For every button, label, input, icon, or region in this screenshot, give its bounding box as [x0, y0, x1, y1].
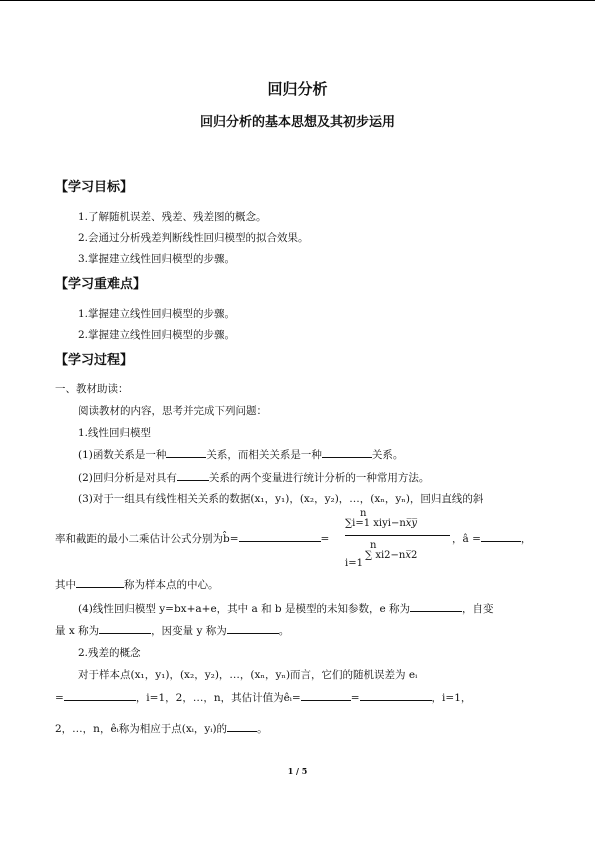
r2-blank-3[interactable] — [360, 689, 432, 701]
r2-text-b: ，i=1，2，…，n，其估计值为 — [135, 692, 284, 704]
r3-text-a: 2，…，n， — [55, 723, 111, 735]
q4-blank-1[interactable] — [410, 600, 462, 612]
page-title: 回归分析 — [267, 80, 328, 98]
q1-text-b: 关系，而相关关系是一种 — [206, 449, 322, 461]
r3-text-b: 称为相应于点(xᵢ，yᵢ)的 — [118, 723, 228, 735]
r2-text-a: = — [55, 692, 64, 704]
page-subtitle: 回归分析的基本思想及其初步运用 — [199, 115, 395, 130]
r2-text-c: = — [291, 692, 301, 704]
goal-item: 3.掌握建立线性回归模型的步骤。 — [78, 253, 236, 265]
intercept-formula — [452, 530, 531, 546]
q4-text-c: 量 x 称为 — [55, 625, 100, 637]
r2-blank-2[interactable] — [301, 689, 351, 701]
center-text-b: 称为样本点的中心。 — [124, 579, 219, 591]
residual-line-3 — [55, 720, 268, 736]
formula-denominator-sub: i=1 — [345, 558, 363, 569]
question-4-line-2 — [55, 622, 289, 638]
goals-heading: 【学习目标】 — [55, 180, 134, 195]
q3-end: ， — [520, 533, 532, 545]
formula-numerator-top: n — [360, 508, 367, 519]
process-heading: 【学习过程】 — [55, 353, 134, 368]
q3-blank-slope[interactable] — [239, 530, 321, 542]
q3-comma: ， — [452, 533, 463, 545]
q2-text-b: 关系的两个变量进行统计分析的一种常用方法。 — [208, 472, 430, 484]
question-1 — [78, 446, 403, 462]
question-4-line-1 — [78, 600, 494, 616]
intro-text: 阅读教材的内容，思考并完成下列问题： — [78, 405, 267, 417]
q4-text-e: 。 — [278, 625, 290, 637]
key-point-item: 1.掌握建立线性回归模型的步骤。 — [78, 308, 236, 320]
r2-blank-1[interactable] — [64, 689, 136, 701]
page-number: 1 / 5 — [287, 766, 308, 776]
q2-blank[interactable] — [177, 469, 209, 481]
goal-item: 1.了解随机误差、残差、残差图的概念。 — [78, 211, 267, 223]
q4-text-a: (4)线性回归模型 y=bx+a+e，其中 a 和 b 是模型的未知参数，e 称为 — [78, 603, 411, 615]
q1-blank-1[interactable] — [166, 446, 206, 458]
formula-denominator: ∑ xi2−n𝑥̅2 — [365, 550, 418, 561]
r3-e-hat: êᵢ — [110, 723, 119, 735]
q1-blank-2[interactable] — [322, 446, 372, 458]
part-one-label: 一、教材助读： — [55, 383, 129, 395]
q2-text-a: (2)回归分析是对具有 — [78, 472, 177, 484]
q3-blank-intercept[interactable] — [481, 530, 521, 542]
r3-blank[interactable] — [227, 720, 257, 732]
q3-b-hat: b̂= — [223, 533, 239, 545]
key-point-item: 2.掌握建立线性回归模型的步骤。 — [78, 329, 236, 341]
r3-text-c: 。 — [257, 723, 268, 735]
fraction-bar — [345, 535, 450, 536]
r2-text-d: = — [350, 692, 360, 704]
formula-numerator: ∑i=1 xiyi−n𝑥̅𝑦̅ — [345, 518, 418, 529]
section-residual: 2.残差的概念 — [78, 647, 141, 659]
q1-text-a: (1)函数关系是一种 — [78, 449, 167, 461]
q3-text-a: 率和截距的最小二乘估计公式分别为 — [55, 533, 223, 545]
section-linear-model: 1.线性回归模型 — [78, 427, 152, 439]
goal-item: 2.会通过分析残差判断线性回归模型的拟合效果。 — [78, 232, 309, 244]
q3-a-hat: â = — [462, 533, 481, 545]
top-border-line — [0, 0, 595, 1]
q4-blank-2[interactable] — [99, 622, 151, 634]
center-blank[interactable] — [76, 576, 124, 588]
q4-text-d: ，因变量 y 称为 — [151, 625, 227, 637]
formula-denominator-top: n — [370, 540, 377, 551]
r2-e-hat: êᵢ — [283, 692, 292, 704]
question-3-line-1: (3)对于一组具有线性相关关系的数据(x₁，y₁)，(x₂，y₂)，…，(xₙ，yₙ)，回归直线的斜 — [78, 493, 484, 505]
residual-line-2 — [55, 689, 471, 705]
sample-center — [55, 576, 219, 592]
question-2 — [78, 469, 429, 485]
q3-equals: = — [320, 533, 330, 545]
q1-text-c: 关系。 — [371, 449, 404, 461]
q4-text-b: ，自变 — [462, 603, 494, 615]
question-3-line-2 — [55, 530, 329, 546]
q4-blank-3[interactable] — [227, 622, 279, 634]
r2-text-e: ，i=1， — [431, 692, 472, 704]
center-text-a: 其中 — [55, 579, 76, 591]
key-points-heading: 【学习重难点】 — [55, 277, 147, 292]
residual-line-1: 对于样本点(x₁，y₁)，(x₂，y₂)，…，(xₙ，yₙ)而言，它们的随机误差为 eᵢ — [78, 669, 418, 681]
